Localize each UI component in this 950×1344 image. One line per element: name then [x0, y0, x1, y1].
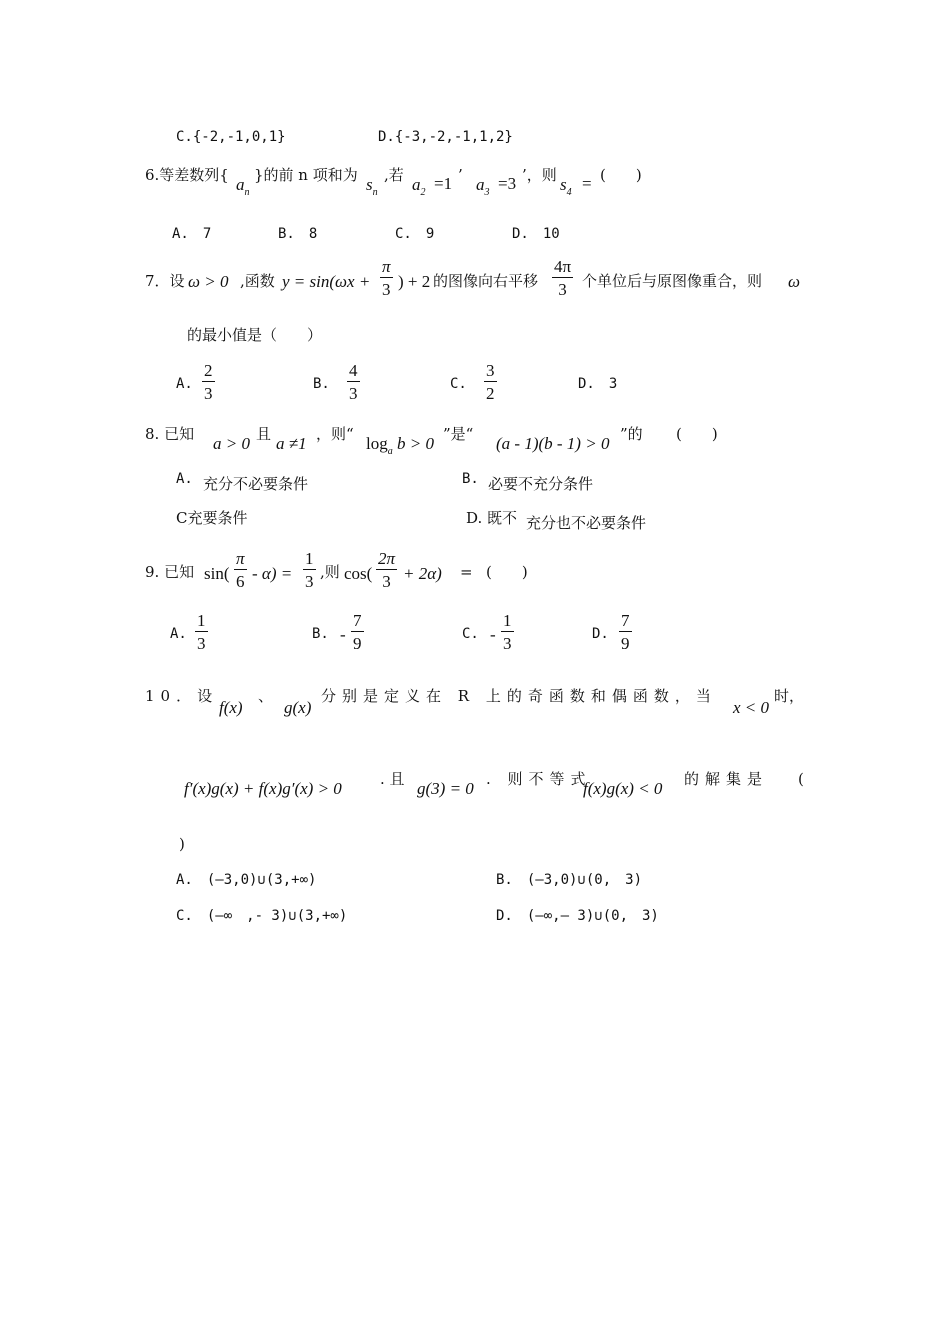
q7-opt-b-num: 4 — [349, 361, 358, 380]
q9-minus-alpha: - α) = — [252, 564, 293, 583]
q6-paren: ( ) — [600, 166, 642, 184]
q6-mid1: }的前 n 项和为 — [254, 166, 358, 184]
q9-opt-a-num: 1 — [197, 611, 206, 630]
q9-two-pi-over-3 — [376, 550, 397, 590]
q7-opt-c-num: 3 — [486, 361, 495, 380]
q7-func-b: ) + 2 — [398, 272, 431, 291]
q6-s4-letter: s — [560, 175, 567, 194]
q7-opt-d: D. 3 — [578, 376, 618, 392]
q7-lead: 7．设 — [145, 272, 185, 290]
q8-and: 且 — [256, 425, 272, 443]
q7-opt-a-fraction — [202, 362, 215, 402]
q8-lead: 8. 已知 — [145, 425, 195, 443]
q6-s4-sub: 4 — [566, 187, 572, 198]
q7-opt-a-den: 3 — [204, 384, 213, 403]
q7-mid: 的图像向右平移 — [433, 272, 539, 290]
q9-opt-c-label: C. — [462, 626, 479, 642]
q6-a3-value: =3 — [498, 174, 517, 193]
q8-opt-a-label: A. — [176, 471, 193, 487]
q9-opt-b-fraction — [351, 612, 364, 652]
q6-a3-sub: 3 — [484, 187, 490, 198]
q7-shift-num: 4π — [554, 257, 572, 276]
q6-option-c: C. 9 — [395, 226, 435, 242]
q9-opt-b-label: B. — [312, 626, 329, 642]
q9-opt-b-den: 9 — [353, 634, 362, 653]
q10-cond: x < 0 — [733, 698, 770, 717]
q9-opt-b-sign: - — [340, 625, 346, 644]
q8-cond2: a ≠1 — [276, 434, 307, 453]
q10-expr1: f′(x)g(x) + f(x)g′(x) > 0 — [184, 779, 342, 798]
q7-shift-den: 3 — [558, 280, 567, 299]
q6-option-b: B. 8 — [278, 226, 318, 242]
q7-pi: π — [382, 257, 391, 276]
q6-a-sub: n — [244, 187, 250, 198]
q10-shi: 时， — [774, 687, 805, 705]
q9-one: 1 — [305, 549, 314, 568]
q8-of: ”的 — [620, 425, 643, 443]
q6-a2-letter: a — [412, 175, 421, 194]
q6-s — [366, 176, 378, 198]
q9-two-pi: 2π — [378, 549, 396, 568]
q8-log-word: log — [366, 434, 388, 453]
q6-eq: = — [582, 174, 592, 193]
q10-option-c: C. (—∞ ,- 3)∪(3,+∞) — [176, 908, 348, 924]
q8-opt-d-label: D. 既不 — [466, 509, 518, 527]
q9-opt-c-fraction — [501, 612, 514, 652]
q10-text1: 分别是定义在 R 上的奇函数和偶函数，当 — [321, 687, 717, 705]
q8-opt-a: 充分不必要条件 — [203, 475, 309, 493]
q7-opt-c-fraction — [484, 362, 497, 402]
q7-pi-over-3 — [380, 258, 393, 298]
q10-g3: g(3) = 0 — [417, 779, 474, 798]
q9-plus: + 2α) — [403, 564, 442, 583]
q8-opt-c: C充要条件 — [176, 509, 248, 527]
q8-log-base: a — [387, 446, 393, 457]
q10-qie: . 且 — [380, 770, 405, 788]
q9-opt-b-num: 7 — [353, 611, 362, 630]
q5-option-d: D.{-3,-2,-1,1,2} — [378, 129, 513, 145]
q6-then: ’，则 — [522, 166, 557, 184]
q10-option-b: B. (—3,0)∪(0, 3) — [496, 872, 643, 888]
q5-option-c: C.{-2,-1,0,1} — [176, 129, 286, 145]
q7-comma: ,函数 — [240, 272, 275, 290]
q6-a3-letter: a — [476, 175, 485, 194]
q9-opt-a-label: A. — [170, 626, 187, 642]
q7-opt-a-label: A. — [176, 376, 193, 392]
q7-opt-b-fraction — [347, 362, 360, 402]
q7-line2: 的最小值是（ ） — [187, 326, 323, 344]
q10-option-d: D. (—∞,— 3)∪(0, 3) — [496, 908, 659, 924]
q9-opt-d-num: 7 — [621, 611, 630, 630]
q8-is: ”是“ — [443, 425, 474, 443]
q9-opt-a-den: 3 — [197, 634, 206, 653]
q6-a2 — [412, 176, 426, 198]
q9-eq: = — [460, 563, 473, 581]
q8-opt-b: 必要不充分条件 — [488, 475, 594, 493]
q9-paren: ( ) — [486, 563, 528, 581]
q9-pi: π — [236, 549, 245, 568]
q7-omega-cond: ω > 0 — [188, 272, 229, 291]
q10-option-a: A. (—3,0)∪(3,+∞) — [176, 872, 317, 888]
q8-paren: ( ) — [676, 425, 718, 443]
q6-a — [236, 176, 250, 198]
q6-a2-value: =1 — [434, 174, 453, 193]
q10-text3: 的解集是 — [684, 770, 769, 788]
q7-opt-b-label: B. — [313, 376, 330, 392]
q9-opt-c-den: 3 — [503, 634, 512, 653]
q9-sin: sin( — [204, 564, 230, 583]
q9-pi-over-6 — [234, 550, 247, 590]
q7-shift-fraction — [552, 258, 573, 298]
q10-text2: . 则不等式 — [486, 770, 592, 788]
q7-opt-c-label: C. — [450, 376, 467, 392]
q9-opt-c-sign: - — [490, 625, 496, 644]
q9-one-third — [303, 550, 316, 590]
q7-opt-c-den: 2 — [486, 384, 495, 403]
q7-opt-b-den: 3 — [349, 384, 358, 403]
q6-a-letter: a — [236, 175, 245, 194]
q8-cond1: a > 0 — [213, 434, 250, 453]
q6-lead: 6.等差数列{ — [145, 166, 229, 184]
q8-opt-b-label: B. — [462, 471, 479, 487]
q6-mid2: ,若 — [384, 166, 404, 184]
q6-s4 — [560, 176, 572, 198]
q7-opt-a-num: 2 — [204, 361, 213, 380]
q9-opt-c-num: 1 — [503, 611, 512, 630]
q10-dun: 、 — [258, 687, 274, 705]
q10-lead: 10．设 — [145, 687, 219, 705]
q6-option-d: D. 10 — [512, 226, 560, 242]
q6-sep: ’ — [458, 166, 463, 184]
q7-omega: ω — [788, 272, 801, 291]
q6-s-sub: n — [372, 187, 378, 198]
q9-opt-d-den: 9 — [621, 634, 630, 653]
q8-opt-d: 充分也不必要条件 — [526, 514, 647, 532]
q9-three: 3 — [305, 572, 314, 591]
q7-three: 3 — [382, 280, 391, 299]
q9-lead: 9. 已知 — [145, 563, 195, 581]
q8-expr: (a - 1)(b - 1) > 0 — [496, 434, 610, 453]
q6-s-letter: s — [366, 175, 373, 194]
q9-cos: cos( — [344, 564, 373, 583]
q7-func-a: y = sin(ωx + — [282, 272, 371, 291]
q10-ineq: f(x)g(x) < 0 — [583, 779, 663, 798]
q10-close-paren: ) — [179, 835, 185, 853]
q6-a2-sub: 2 — [420, 187, 426, 198]
q10-open-paren: ( — [798, 770, 804, 788]
q8-log — [366, 435, 434, 457]
q9-then: ,则 — [320, 563, 340, 581]
q8-then: ，则“ — [316, 425, 354, 443]
q9-opt-d-label: D. — [592, 626, 609, 642]
q6-a3 — [476, 176, 490, 198]
q8-log-post: b > 0 — [396, 434, 434, 453]
q9-opt-d-fraction — [619, 612, 632, 652]
q9-six: 6 — [236, 572, 245, 591]
q7-tail: 个单位后与原图像重合，则 — [582, 272, 763, 290]
q10-gx: g(x) — [284, 698, 312, 717]
q9-three2: 3 — [382, 572, 391, 591]
q10-fx: f(x) — [219, 698, 243, 717]
q6-option-a: A. 7 — [172, 226, 212, 242]
q9-opt-a-fraction — [195, 612, 208, 652]
